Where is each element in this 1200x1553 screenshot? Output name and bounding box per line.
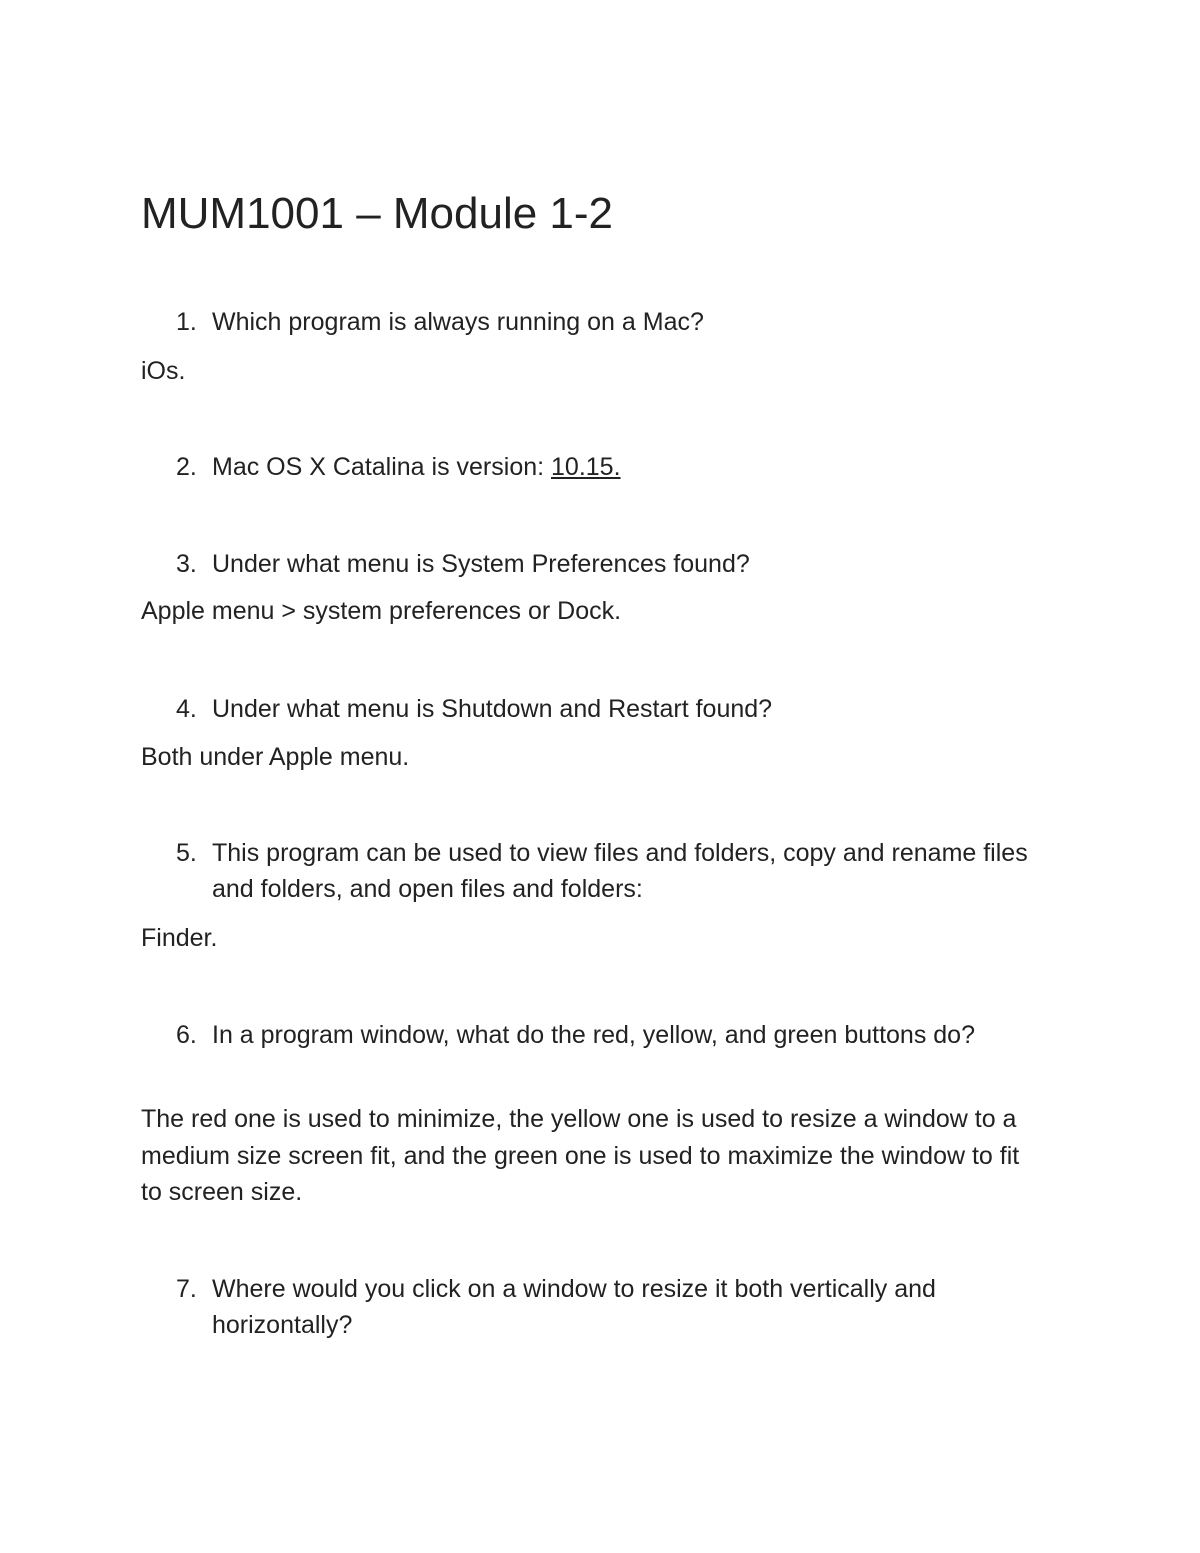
question-text-wrap [212, 449, 1066, 485]
document-title: MUM1001 – Module 1-2 [141, 189, 614, 238]
question-text: Where would you click on a window to resize it both vertically and horizontally? [212, 1275, 936, 1339]
question-text: Under what menu is System Preferences found? [212, 550, 750, 578]
question-text: This program can be used to view files and folders, copy and rename files and folders, and open files and folders: [212, 839, 1028, 903]
answer-4: Both under Apple menu. [141, 743, 410, 771]
question-3 [176, 546, 1066, 582]
question-1 [176, 304, 1066, 340]
question-2 [176, 449, 1066, 485]
question-text: In a program window, what do the red, yellow, and green buttons do? [212, 1021, 975, 1049]
question-6 [176, 1017, 1066, 1053]
question-number: 1. [176, 308, 197, 336]
question-text: Mac OS X Catalina is version: [212, 453, 552, 481]
question-number: 6. [176, 1021, 197, 1049]
answer-3: Apple menu > system preferences or Dock. [141, 597, 622, 625]
question-text: Which program is always running on a Mac? [212, 308, 704, 336]
question-number: 7. [176, 1275, 197, 1303]
answer-5: Finder. [141, 924, 218, 952]
question-4 [176, 691, 1066, 727]
question-number: 2. [176, 453, 197, 481]
answer-1: iOs. [141, 357, 186, 385]
inline-answer: 10.15. [551, 453, 621, 481]
answer-6: The red one is used to minimize, the yellow one is used to resize a window to a medium size screen fit, and the green one is used to maximize the window to fit to screen size. [141, 1105, 1020, 1206]
question-text: Under what menu is Shutdown and Restart found? [212, 695, 773, 723]
question-number: 4. [176, 695, 197, 723]
question-number: 3. [176, 550, 197, 578]
question-7 [176, 1271, 1066, 1343]
question-5 [176, 835, 1066, 907]
question-number: 5. [176, 839, 197, 867]
